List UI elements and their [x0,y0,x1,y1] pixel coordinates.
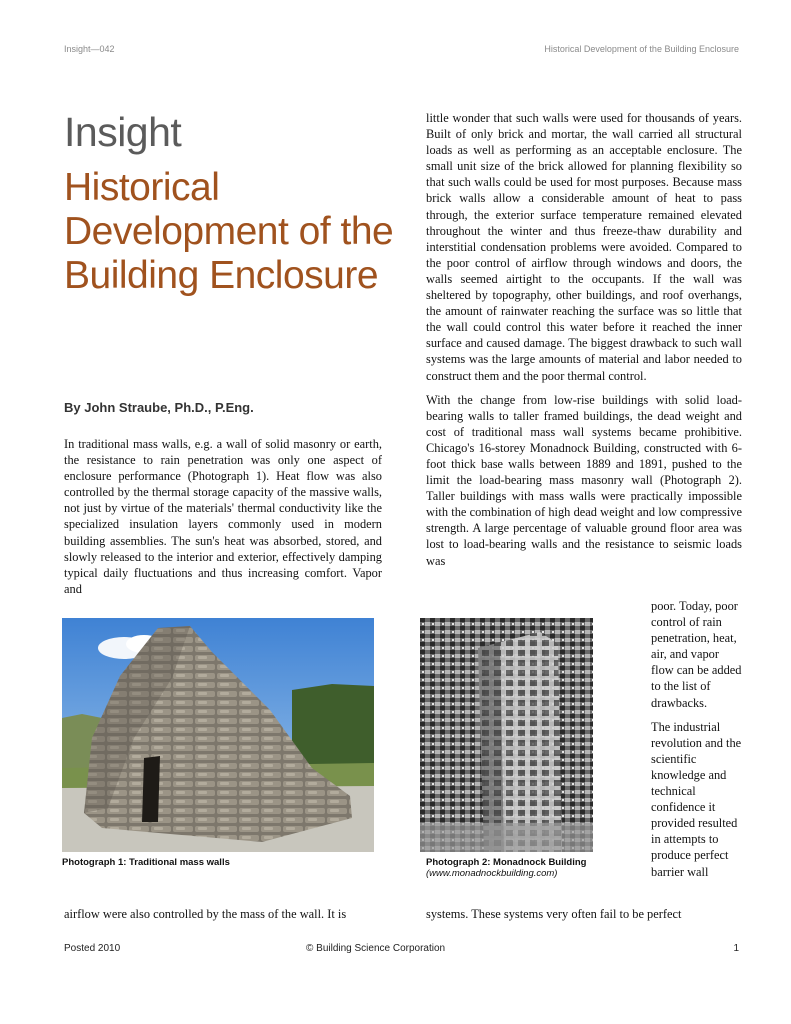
paragraph: poor. Today, poor control of rain penetration, heat, air, and vapor flow can be added to the list of drawbacks. [651,599,742,710]
paragraph: systems. These systems very often fail to be perfect [426,907,682,921]
page-title: Historical Development of the Building Enclosure [64,166,394,297]
left-column [64,436,382,597]
footer-left: Posted 2010 [64,943,121,954]
paragraph: airflow were also controlled by the mass of the wall. It is [64,907,347,921]
photograph-1 [62,618,374,852]
paragraph: With the change from low-rise buildings with solid load-bearing walls to taller framed buildings, the dead weight and cost of traditional mass wall systems became prohibitive. Chicago's 16-storey Monadnock Building, constructed with 6-foot thick base walls between 1889 and 1891, pushed to the limit the load-bearing mass masonry wall (Photograph 2). Taller buildings with mass walls were practically impossible with the combination of high dead weight and low compressive strength. A large percentage of valuable ground floor area was lost to load-bearing walls and the resistance to seismic loads was [426,392,742,568]
byline: By John Straube, Ph.D., P.Eng. [64,400,254,415]
photograph-1-caption: Photograph 1: Traditional mass walls [62,857,230,868]
photograph-2 [420,618,593,852]
caption-title: Photograph 2: Monadnock Building [426,857,587,868]
page-number: 1 [733,943,739,954]
stone-building-image [62,618,374,852]
monadnock-building-image [420,618,593,852]
footer-center: © Building Science Corporation [306,943,446,954]
narrow-column [651,598,743,880]
paragraph: little wonder that such walls were used for thousands of years. Built of only brick and mortar, the wall carried all structural loads as well as performing as an acceptable enclosure. The small unit size of the brick allowed for planning flexibility so that such walls could be used for most purposes. Because mass brick walls allow a considerable amount of heat to pass through, the exterior surface temperature remained elevated throughout the winter and thus freeze-thaw durability and interstitial condensation problems were avoided. Compared to the poor control of airflow through windows and doors, the walls seemed airtight to the occupants. If the wall was sheltered by topography, other buildings, and roof overhangs, the amount of rainwater reaching the surface was so little that the wall could control this water before it reached the inner surface and caused damage. The biggest drawback to such wall systems was the large amounts of material and labor needed to construct them and the poor thermal control. [426,111,742,383]
left-column-continuation [64,906,384,922]
right-column [426,110,742,569]
paragraph: The industrial revolution and the scientific knowledge and technical confidence it provided resulted in attempts to produce perfect barrier wall [651,719,742,879]
paragraph: In traditional mass walls, e.g. a wall of solid masonry or earth, the resistance to rain penetration was only one aspect of enclosure performance (Photograph 1). Heat flow was also controlled by the thermal storage capacity of the massive walls, not just by virtue of the materials' thermal conductivity like the specialized insulation layers commonly used in modern building assemblies. The sun's heat was absorbed, stored, and slowly released to the interior and exterior, effectively damping typical daily fluctuations and thus increasing comfort. Vapor and [64,437,382,596]
caption-url: (www.monadnockbuilding.com) [426,868,558,879]
right-column-continuation [426,906,742,922]
header-right: Historical Development of the Building Enclosure [544,44,739,54]
title-insight: Insight [64,109,182,155]
header-left: Insight—042 [64,44,115,54]
photograph-2-caption [426,857,586,879]
